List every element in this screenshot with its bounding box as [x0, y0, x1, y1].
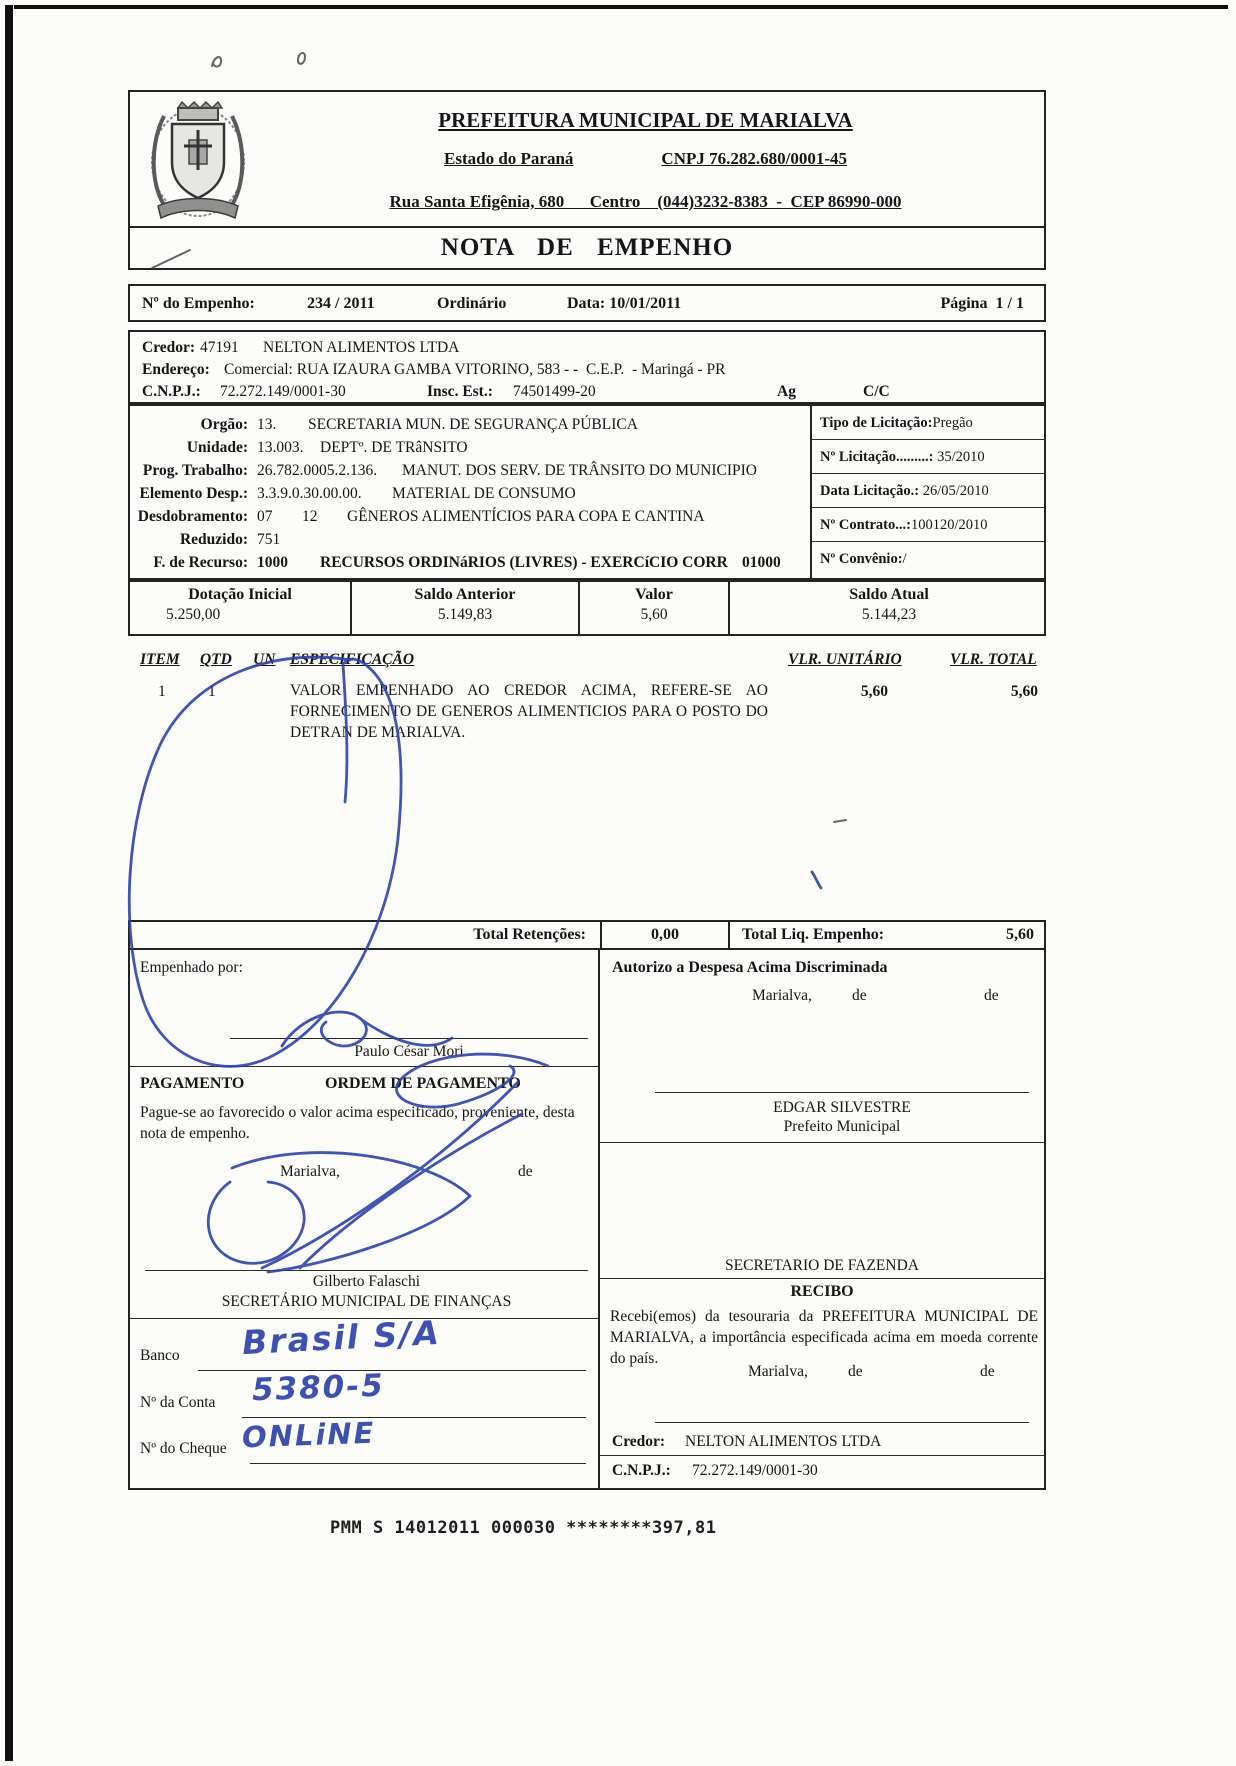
initial-allocation-cell — [130, 582, 352, 634]
agreement-number-label: Nº Convênio: — [820, 551, 903, 567]
cheque-number-label: Nº do Cheque — [140, 1440, 227, 1457]
item-description: VALOR EMPENHADO AO CREDOR ACIMA, REFERE-SE AO FORNECIMENTO DE GENEROS ALIMENTICIOS PARA O POSTO DO DETRAN DE MARIALVA. — [290, 682, 768, 741]
cnpj-header: CNPJ 76.282.680/0001-45 — [661, 149, 847, 168]
signature-line-1 — [230, 1038, 588, 1039]
resource-source-code: 1000 — [257, 554, 288, 571]
handwritten-account-number: 5380-5 — [251, 1367, 386, 1409]
page-indicator: Página 1 / 1 — [940, 295, 1024, 312]
agency-label: Ag — [777, 383, 796, 400]
resource-source-desc: RECURSOS ORDINáRIOS (LIVRES) - EXERCíCIO CORR — [320, 554, 728, 571]
right-divider-2 — [600, 1278, 1044, 1279]
receipt-de-1: de — [848, 1363, 863, 1380]
budget-box — [128, 404, 1046, 580]
header-address-row — [255, 192, 1036, 212]
payment-city: Marialva, — [280, 1163, 340, 1180]
previous-balance-header: Saldo Anterior — [414, 586, 516, 603]
account-number-label: Nº da Conta — [140, 1394, 216, 1411]
items-header-spec: ESPECIFICAÇÃO — [290, 651, 415, 668]
expense-element-label: Elemento Desp.: — [139, 485, 248, 502]
header-box — [128, 90, 1046, 228]
items-header-unit: UN — [253, 651, 276, 668]
authorize-de-1: de — [852, 987, 867, 1004]
signer-1-name: Paulo César Mori — [354, 1043, 464, 1060]
title-band — [128, 226, 1046, 270]
scan-edge-left — [5, 5, 13, 1761]
creditor-cnpj-label: C.N.P.J.: — [142, 383, 201, 400]
receipt-cnpj-label: C.N.P.J.: — [612, 1462, 671, 1479]
empenho-date: Data: 10/01/2011 — [567, 295, 682, 312]
bidding-date-cell — [812, 474, 1046, 508]
unit-desc: DEPTº. DE TRâNSITO — [320, 439, 468, 456]
breakdown-label: Desdobramento: — [137, 508, 248, 525]
initial-allocation-header: Dotação Inicial — [188, 586, 292, 603]
payment-instruction-text: Pague-se ao favorecido o valor acima especificado, proveniente, desta nota de empenho. — [140, 1104, 575, 1142]
mayor-signature-line — [655, 1092, 1029, 1093]
bidding-number-cell — [812, 440, 1046, 474]
bidding-type-value: Pregão — [932, 415, 973, 431]
resource-source-label: F. de Recurso: — [153, 554, 248, 571]
expense-element-code: 3.3.9.0.30.00.00. — [257, 485, 362, 502]
total-net-label: Total Liq. Empenho: — [742, 926, 885, 943]
payment-section-label: PAGAMENTO — [140, 1075, 245, 1092]
state-reg-label: Insc. Est.: — [427, 383, 493, 400]
bidding-date-value: 26/05/2010 — [919, 483, 989, 499]
bidding-number-label: Nº Licitação.........: — [820, 449, 934, 465]
work-program-label: Prog. Trabalho: — [142, 462, 248, 479]
reduced-label: Reduzido: — [179, 531, 248, 548]
previous-balance-cell — [352, 582, 580, 634]
items-header-item: ITEM — [140, 651, 180, 668]
contract-number-cell — [812, 508, 1046, 542]
bank-label: Banco — [140, 1347, 180, 1364]
creditor-cnpj-value: 72.272.149/0001-30 — [220, 383, 346, 400]
organ-desc: SECRETARIA MUN. DE SEGURANÇA PÚBLICA — [308, 416, 638, 433]
top-mark-2 — [298, 53, 305, 64]
breakdown-code-1: 07 — [257, 508, 273, 525]
current-balance-cell — [730, 582, 1048, 634]
items-header-qty: QTD — [200, 651, 232, 668]
left-divider-1 — [130, 1066, 598, 1067]
state-label: Estado do Paraná — [444, 149, 574, 168]
small-dash-stroke — [834, 820, 846, 822]
items-header-unit-price: VLR. UNITÁRIO — [788, 651, 902, 668]
top-mark-1 — [212, 57, 221, 67]
previous-balance-value: 5.149,83 — [437, 606, 493, 623]
authorize-city: Marialva, — [752, 987, 812, 1004]
organ-code: 13. — [257, 416, 277, 433]
empenho-number-label: Nº do Empenho: — [142, 295, 255, 312]
bidding-type-label: Tipo de Licitação: — [820, 415, 933, 431]
receipt-title: RECIBO — [790, 1283, 854, 1300]
handwritten-bank-name: Brasil S/A — [241, 1312, 442, 1363]
value-cell — [580, 582, 730, 634]
value-value: 5,60 — [640, 606, 668, 623]
mayor-role: Prefeito Municipal — [783, 1118, 901, 1135]
dot-matrix-validation-print: PMM S 14012011 000030 ********397,81 — [330, 1518, 717, 1538]
receipt-city: Marialva, — [748, 1363, 808, 1380]
authorize-expense-label: Autorizo a Despesa Acima Discriminada — [612, 959, 888, 976]
account-label: C/C — [863, 383, 890, 400]
unit-label: Unidade: — [186, 439, 248, 456]
value-header: Valor — [635, 586, 673, 603]
cheque-fill-line — [250, 1463, 586, 1464]
unit-code: 13.003. — [257, 439, 304, 456]
contract-number-value: 100120/2010 — [910, 517, 988, 533]
contract-number-label: Nº Contrato...: — [820, 517, 911, 533]
totals-row — [128, 920, 1046, 950]
creditor-code: 47191 — [200, 339, 239, 356]
resource-source-extra: 01000 — [742, 554, 781, 571]
item-qty: 1 — [208, 683, 216, 700]
receipt-text: Recebi(emos) da tesouraria da PREFEITURA MUNICIPAL DE MARIALVA, a importância especificada acima em moeda corrente do país. — [610, 1308, 1038, 1367]
address-value: Comercial: RUA IZAURA GAMBA VITORINO, 583 - - C.E.P. - Maringá - PR — [224, 361, 726, 378]
document-title: NOTA DE EMPENHO — [440, 234, 734, 261]
address-label: Endereço: — [142, 361, 210, 378]
bidding-type-cell — [812, 406, 1046, 440]
state-reg-value: 74501499-20 — [513, 383, 596, 400]
item-number: 1 — [158, 683, 166, 700]
right-divider-1 — [600, 1142, 1044, 1143]
reduced-code: 751 — [257, 531, 281, 548]
right-lower-column — [600, 950, 1046, 1490]
municipality-title: PREFEITURA MUNICIPAL DE MARIALVA — [438, 108, 853, 132]
current-balance-value: 5.144,23 — [861, 606, 917, 623]
receipt-cnpj-value: 72.272.149/0001-30 — [692, 1462, 818, 1479]
breakdown-desc: GÊNEROS ALIMENTÍCIOS PARA COPA E CANTINA — [347, 508, 705, 525]
payment-de: de — [518, 1163, 533, 1180]
initial-allocation-value: 5.250,00 — [166, 606, 221, 623]
receipt-de-2: de — [980, 1363, 995, 1380]
signature-line-2 — [145, 1270, 588, 1271]
header-title-row — [255, 108, 1036, 133]
balance-table — [128, 580, 1046, 636]
empenho-number-row — [128, 284, 1046, 322]
total-retentions-label: Total Retenções: — [130, 922, 602, 948]
signer-2-name: Gilberto Falaschi — [312, 1273, 421, 1290]
breakdown-code-2: 12 — [302, 508, 318, 525]
work-program-code: 26.782.0005.2.136. — [257, 462, 378, 479]
bidding-date-label: Data Licitação.: — [820, 483, 920, 499]
handwritten-cheque-number: ONLiNE — [241, 1415, 376, 1455]
creditor-box — [128, 330, 1046, 404]
authorize-de-2: de — [984, 987, 999, 1004]
address-line: Rua Santa Efigênia, 680 Centro (044)3232-8383 - CEP 86990-000 — [389, 192, 902, 211]
bidding-column — [810, 406, 1046, 578]
signer-2-role: SECRETÁRIO MUNICIPAL DE FINANÇAS — [221, 1293, 512, 1310]
treasury-secretary-label: SECRETARIO DE FAZENDA — [725, 1257, 919, 1274]
bank-fill-line — [198, 1370, 586, 1371]
organ-label: Orgão: — [200, 416, 248, 433]
empenho-kind: Ordinário — [437, 295, 507, 312]
agreement-number-cell — [812, 542, 1046, 578]
empenho-number-value: 234 / 2011 — [307, 295, 375, 312]
scan-edge-top — [14, 5, 1228, 9]
expense-element-desc: MATERIAL DE CONSUMO — [392, 485, 576, 502]
mayor-name: EDGAR SILVESTRE — [773, 1099, 911, 1116]
creditor-label: Credor: — [142, 339, 196, 356]
left-lower-column — [128, 950, 600, 1490]
item-total-price: 5,60 — [1010, 683, 1038, 700]
agreement-number-value: / — [902, 551, 907, 567]
item-unit-price: 5,60 — [860, 683, 888, 700]
right-divider-3 — [600, 1455, 1044, 1456]
total-net-value: 5,60 — [1006, 926, 1034, 943]
payment-order-label: ORDEM DE PAGAMENTO — [325, 1075, 521, 1092]
current-balance-header: Saldo Atual — [849, 586, 929, 603]
items-header-total-price: VLR. TOTAL — [950, 651, 1037, 668]
creditor-name: NELTON ALIMENTOS LTDA — [263, 339, 460, 356]
receipt-signature-line — [655, 1422, 1029, 1423]
coat-of-arms-logo — [142, 98, 254, 222]
total-retentions-value: 0,00 — [602, 922, 730, 948]
receipt-creditor-name: NELTON ALIMENTOS LTDA — [685, 1433, 882, 1450]
bidding-number-value: 35/2010 — [933, 449, 985, 465]
small-tick-stroke — [812, 872, 821, 888]
committed-by-label: Empenhado por: — [140, 959, 243, 976]
receipt-creditor-label: Credor: — [612, 1433, 666, 1450]
work-program-desc: MANUT. DOS SERV. DE TRÂNSITO DO MUNICIPIO — [402, 462, 758, 479]
header-state-row — [255, 149, 1036, 169]
